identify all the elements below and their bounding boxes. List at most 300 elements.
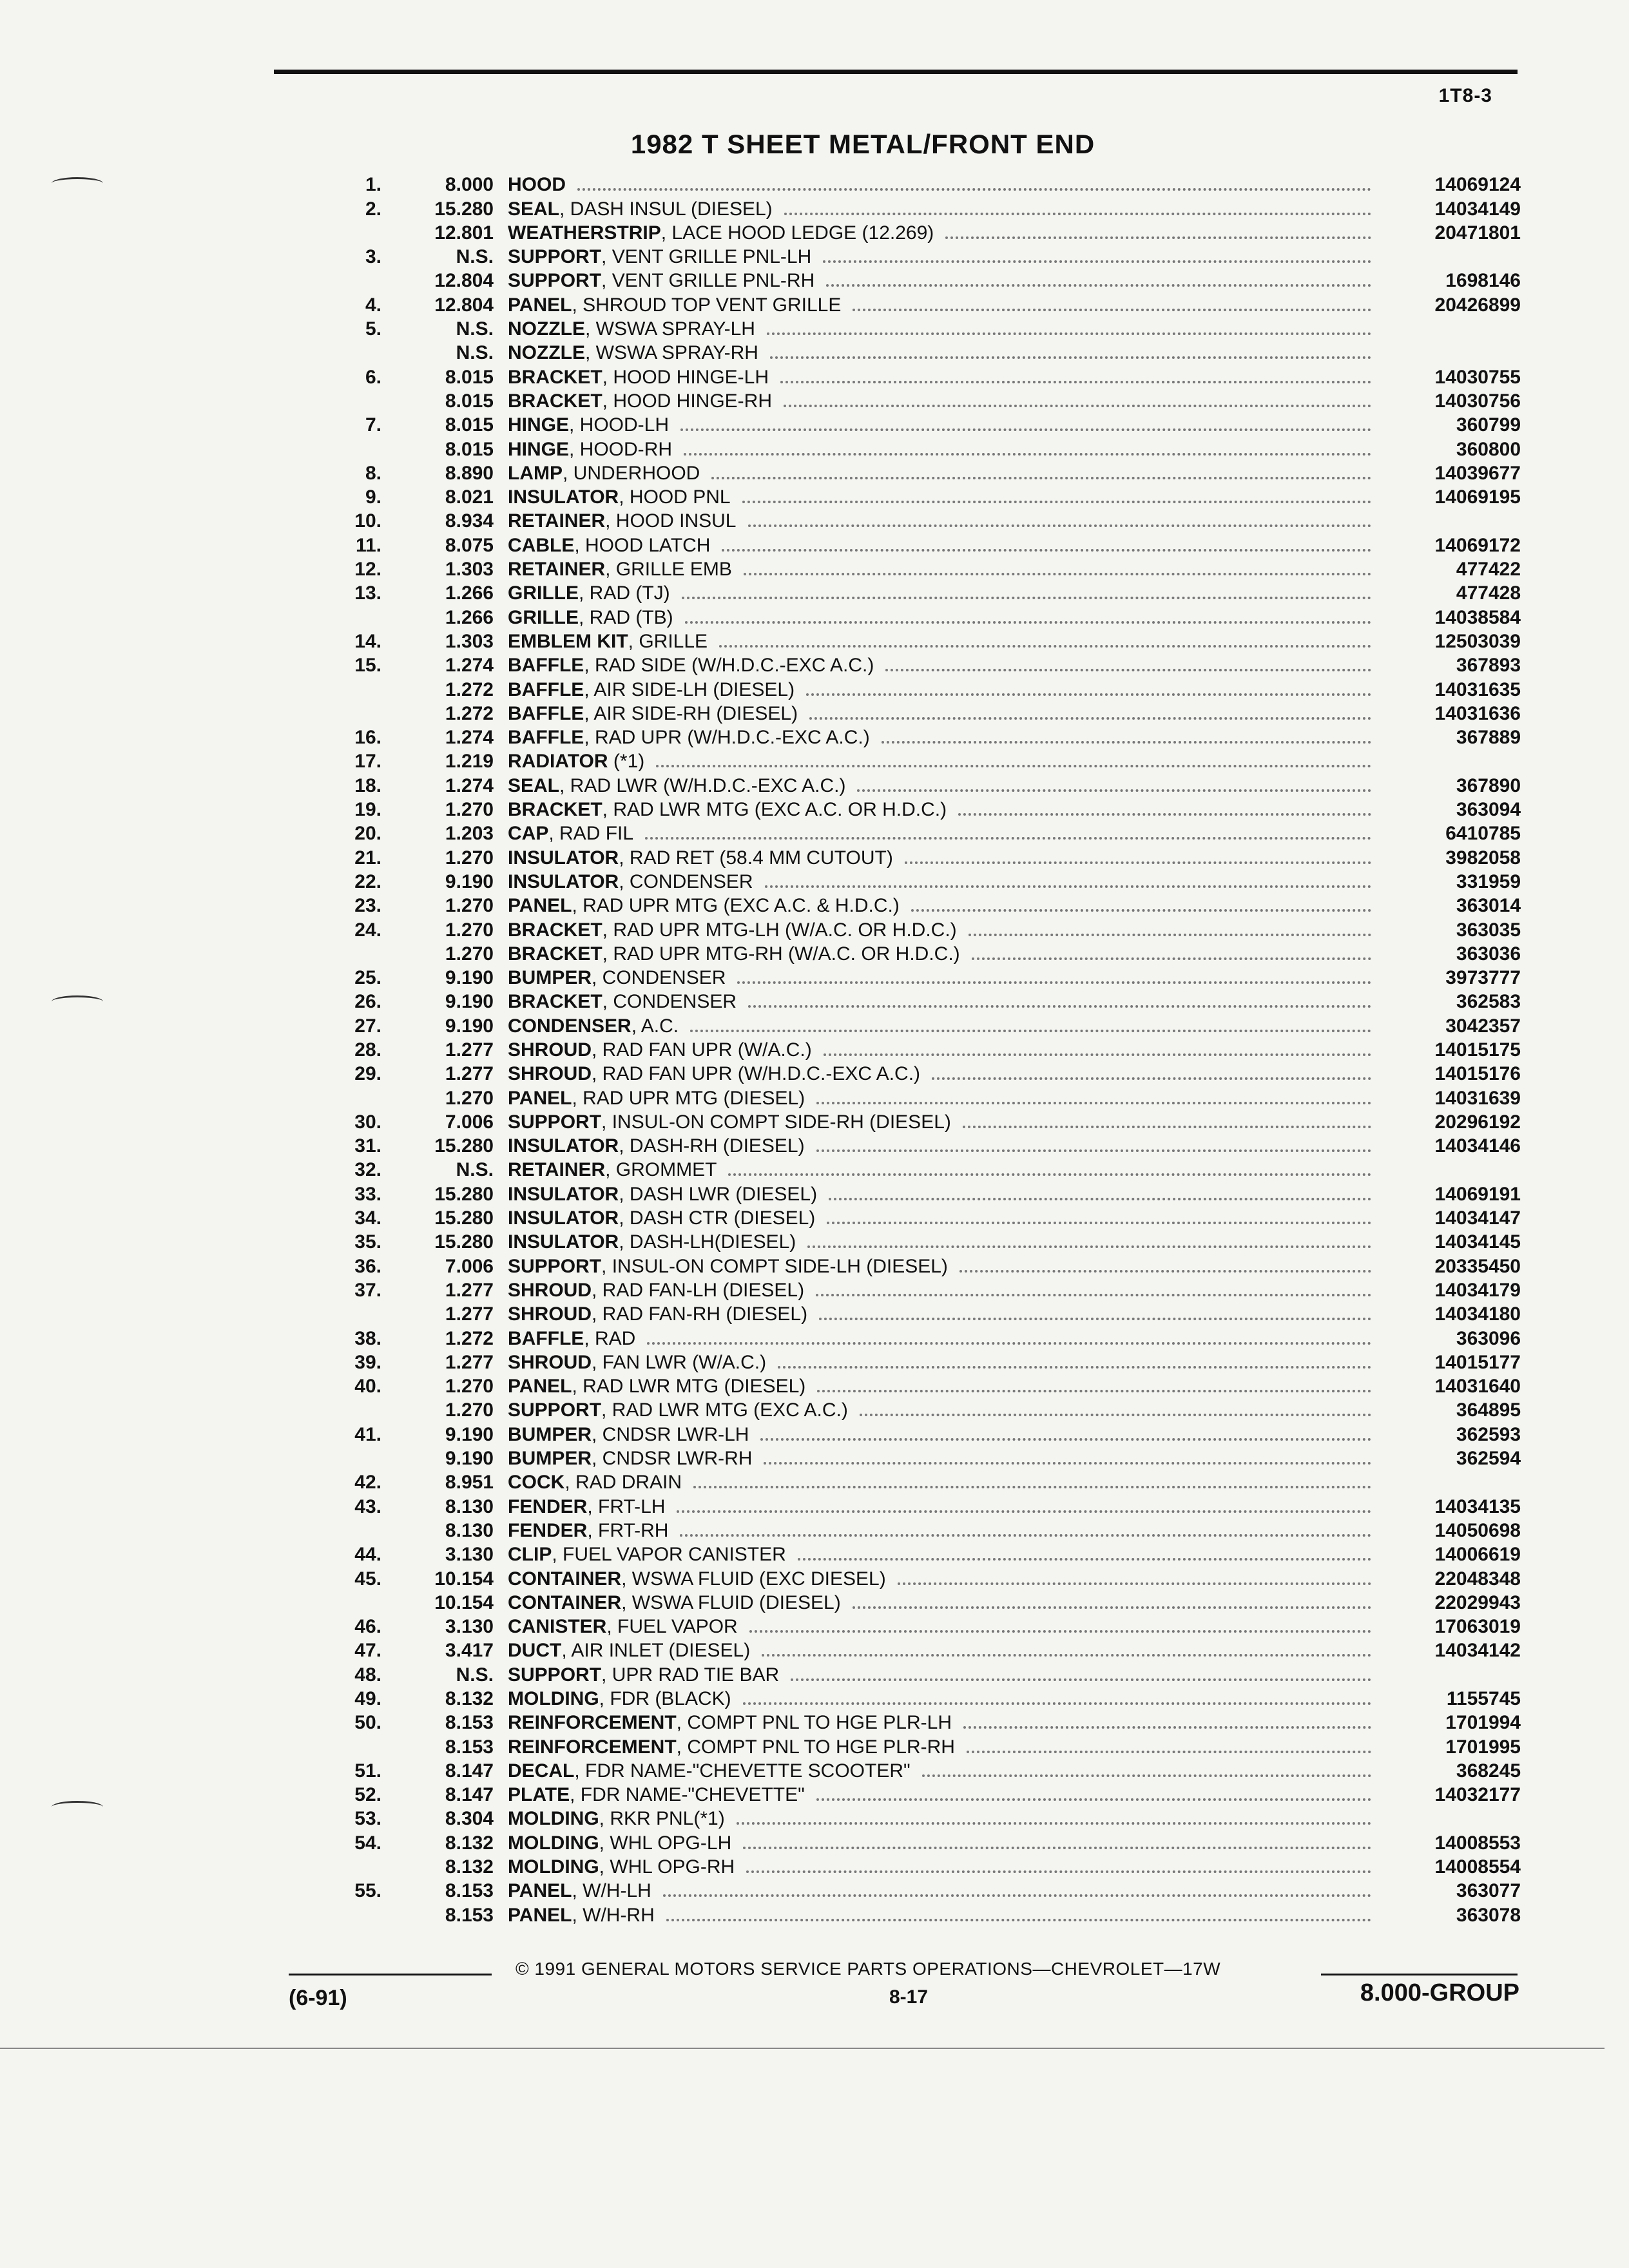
page-title: 1982 T SHEET METAL/FRONT END <box>630 129 1095 159</box>
part-detail: , AIR INLET (DIESEL) <box>561 1640 751 1662</box>
item-number: 6. <box>365 366 381 388</box>
item-number: 41. <box>354 1423 381 1445</box>
part-row <box>342 628 1521 651</box>
leader-dots <box>780 381 1371 383</box>
leader-dots <box>882 741 1371 744</box>
part-row <box>342 1564 1521 1588</box>
part-name: CONDENSER <box>508 1015 631 1037</box>
group-number: 15.280 <box>434 198 494 220</box>
part-number: 1701994 <box>1445 1712 1521 1734</box>
item-number: 42. <box>354 1472 381 1494</box>
part-detail: , RAD UPR MTG (DIESEL) <box>572 1087 805 1109</box>
part-detail: , VENT GRILLE PNL-RH <box>601 270 815 292</box>
part-name: SHROUD <box>508 1351 592 1373</box>
part-row <box>342 1300 1521 1324</box>
part-description <box>494 175 566 195</box>
part-description <box>494 1137 805 1156</box>
part-detail: , COMPT PNL TO HGE PLR-RH <box>676 1736 955 1758</box>
part-description <box>494 1041 812 1060</box>
leader-dots <box>817 1390 1371 1392</box>
part-number: 1155745 <box>1446 1688 1521 1709</box>
group-number: 9.190 <box>445 967 494 989</box>
part-description <box>494 1305 807 1324</box>
part-number: 14031640 <box>1434 1376 1521 1398</box>
leader-dots <box>829 1198 1371 1200</box>
part-number: 14069172 <box>1434 534 1521 556</box>
part-detail: , RAD FAN UPR (W/H.D.C.-EXC A.C.) <box>592 1063 921 1085</box>
part-name: CONTAINER <box>508 1568 622 1590</box>
leader-dots <box>748 524 1372 527</box>
leader-dots <box>969 934 1371 936</box>
item-number: 13. <box>354 582 381 604</box>
part-name: BAFFLE <box>508 1327 584 1349</box>
part-row <box>342 964 1521 988</box>
leader-dots <box>737 981 1371 984</box>
part-description <box>494 320 755 339</box>
part-row <box>342 1204 1521 1228</box>
part-detail: , CONDENSER <box>619 870 753 892</box>
part-row <box>342 243 1521 267</box>
part-row <box>342 459 1521 483</box>
part-row <box>342 1517 1521 1541</box>
leader-dots <box>806 693 1371 696</box>
part-row <box>342 1132 1521 1156</box>
part-row <box>342 1853 1521 1877</box>
leader-dots <box>677 1510 1371 1513</box>
part-row <box>342 1252 1521 1276</box>
part-number: 362593 <box>1456 1423 1521 1445</box>
group-number: 1.277 <box>445 1039 494 1061</box>
part-detail: , CONDENSER <box>602 991 737 1013</box>
part-description <box>494 1377 805 1396</box>
part-row <box>342 1901 1521 1925</box>
part-row <box>342 843 1521 867</box>
group-number: 1.270 <box>445 1376 494 1398</box>
leader-dots <box>744 573 1371 575</box>
part-name: BRACKET <box>508 991 602 1013</box>
part-description <box>494 1113 951 1132</box>
part-name: DECAL <box>508 1760 575 1782</box>
part-name: INSULATOR <box>508 1231 619 1253</box>
part-description <box>494 416 669 435</box>
group-label: 8.000-GROUP <box>1360 1979 1519 2006</box>
item-number: 52. <box>354 1784 381 1806</box>
group-number: 8.130 <box>445 1519 494 1541</box>
leader-dots <box>711 477 1371 479</box>
leader-dots <box>742 501 1371 503</box>
group-number: 8.153 <box>445 1880 494 1902</box>
item-number: 24. <box>354 919 381 941</box>
part-number: 22048348 <box>1434 1568 1521 1590</box>
part-number: 477428 <box>1456 582 1521 604</box>
part-description <box>494 1089 805 1108</box>
group-number: 9.190 <box>445 1423 494 1445</box>
part-name: RETAINER <box>508 510 606 532</box>
item-number: 53. <box>354 1808 381 1830</box>
part-description <box>494 560 732 579</box>
part-detail: , FDR NAME-"CHEVETTE SCOOTER" <box>574 1760 911 1782</box>
part-row <box>342 1757 1521 1781</box>
part-description <box>494 200 773 219</box>
leader-dots <box>816 1102 1371 1104</box>
part-detail: , RAD (TJ) <box>579 582 670 604</box>
footer-rule <box>289 1974 492 1975</box>
leader-dots <box>748 1005 1371 1008</box>
part-row <box>342 1541 1521 1564</box>
part-description <box>494 1017 679 1036</box>
part-row <box>342 555 1521 579</box>
part-row <box>342 435 1521 459</box>
part-detail: , WSWA SPRAY-LH <box>585 318 755 340</box>
part-name: INSULATOR <box>508 847 619 869</box>
group-number: 1.277 <box>445 1279 494 1301</box>
leader-dots <box>737 1822 1371 1825</box>
part-row <box>342 483 1521 507</box>
item-number: 10. <box>354 510 381 532</box>
leader-dots <box>885 669 1371 671</box>
part-description <box>494 1425 749 1445</box>
item-number: 23. <box>354 895 381 917</box>
part-number: 14015176 <box>1434 1063 1521 1085</box>
part-name: GRILLE <box>508 582 579 604</box>
part-description <box>494 921 957 940</box>
leader-dots <box>784 405 1371 407</box>
part-name: PANEL <box>508 294 572 316</box>
part-number: 6410785 <box>1445 823 1521 845</box>
leader-dots <box>963 1726 1371 1729</box>
leader-dots <box>685 621 1371 624</box>
part-number: 364895 <box>1456 1399 1521 1421</box>
part-detail: , RAD RET (58.4 MM CUTOUT) <box>619 847 893 869</box>
part-name: REINFORCEMENT <box>508 1736 677 1758</box>
part-name: BRACKET <box>508 366 602 388</box>
part-detail: , RAD UPR MTG-RH (W/A.C. OR H.D.C.) <box>602 943 960 965</box>
part-description <box>494 224 934 243</box>
part-name: CABLE <box>508 534 575 556</box>
part-row <box>342 267 1521 291</box>
part-description <box>494 1834 731 1853</box>
part-detail: , RAD SIDE (W/H.D.C.-EXC A.C.) <box>584 655 874 677</box>
part-detail: , WHL OPG-RH <box>599 1856 735 1878</box>
leader-dots <box>680 1534 1371 1537</box>
leader-dots <box>743 1702 1371 1705</box>
leader-dots <box>853 1606 1371 1609</box>
part-row <box>342 195 1521 218</box>
part-detail: , CONDENSER <box>592 967 726 989</box>
item-number: 4. <box>365 294 381 316</box>
part-number: 14034135 <box>1434 1495 1521 1517</box>
item-number: 5. <box>365 318 381 340</box>
part-description <box>494 247 811 267</box>
part-row <box>342 1349 1521 1372</box>
group-number: 1.266 <box>445 582 494 604</box>
group-number: 8.015 <box>445 366 494 388</box>
part-row <box>342 796 1521 820</box>
group-number: 8.015 <box>445 390 494 412</box>
leader-dots <box>819 1318 1371 1320</box>
part-detail: , HOOD HINGE-LH <box>602 366 769 388</box>
part-detail: , A.C. <box>631 1015 679 1037</box>
part-row <box>342 531 1521 555</box>
part-name: RETAINER <box>508 1159 606 1181</box>
part-name: PANEL <box>508 1376 572 1398</box>
part-row <box>342 339 1521 363</box>
part-description <box>494 1521 668 1541</box>
leader-dots <box>853 309 1371 311</box>
group-number: 8.153 <box>445 1712 494 1734</box>
item-number: 16. <box>354 727 381 749</box>
leader-dots <box>666 1919 1371 1921</box>
part-detail: , UPR RAD TIE BAR <box>601 1664 780 1686</box>
part-detail: , W/H-LH <box>572 1880 651 1902</box>
group-number: 1.270 <box>445 1087 494 1109</box>
part-row <box>342 1709 1521 1733</box>
part-name: BAFFLE <box>508 655 584 677</box>
part-name: SHROUD <box>508 1303 592 1325</box>
part-number: 363096 <box>1456 1327 1521 1349</box>
part-description <box>494 1185 817 1204</box>
part-detail: , DASH-RH (DIESEL) <box>619 1135 805 1157</box>
part-description <box>494 296 841 315</box>
part-number: 14030755 <box>1434 366 1521 388</box>
part-name: BRACKET <box>508 390 602 412</box>
part-name: SHROUD <box>508 1279 592 1301</box>
leader-dots <box>824 1053 1371 1056</box>
part-description <box>494 1617 738 1637</box>
part-name: SUPPORT <box>508 1111 602 1133</box>
group-number: 3.417 <box>445 1640 494 1662</box>
bottom-rule <box>0 2048 1605 2049</box>
part-row <box>342 1492 1521 1516</box>
part-row <box>342 1733 1521 1756</box>
part-row <box>342 1180 1521 1204</box>
part-detail: , AIR SIDE-RH (DIESEL) <box>584 702 798 724</box>
part-name: EMBLEM KIT <box>508 630 628 652</box>
part-description <box>494 1473 682 1492</box>
part-number: 3982058 <box>1445 847 1521 869</box>
part-detail: , HOOD-RH <box>569 438 673 460</box>
part-row <box>342 724 1521 747</box>
part-description <box>494 271 815 291</box>
binder-hole-mark <box>52 177 103 189</box>
leader-dots <box>765 885 1371 888</box>
part-detail: , FUEL VAPOR CANISTER <box>552 1544 786 1566</box>
group-number: 8.132 <box>445 1832 494 1854</box>
group-number: 10.154 <box>434 1591 494 1613</box>
part-name: NOZZLE <box>508 318 585 340</box>
leader-dots <box>767 332 1371 335</box>
part-detail: , LACE HOOD LEDGE (12.269) <box>660 222 934 244</box>
part-row <box>342 291 1521 314</box>
part-name: BAFFLE <box>508 678 584 700</box>
item-number: 35. <box>354 1231 381 1253</box>
part-row <box>342 1396 1521 1420</box>
part-detail: , RAD LWR MTG (DIESEL) <box>572 1376 806 1398</box>
part-name: COCK <box>508 1472 565 1494</box>
binder-hole-mark <box>52 995 103 1008</box>
page-code: 1T8-3 <box>1438 85 1492 106</box>
leader-dots <box>577 188 1371 191</box>
group-number: 9.190 <box>445 870 494 892</box>
part-row <box>342 675 1521 699</box>
group-number: 8.147 <box>445 1760 494 1782</box>
part-description <box>494 1785 805 1805</box>
part-number: 331959 <box>1456 870 1521 892</box>
part-row <box>342 1685 1521 1709</box>
part-number: 14034149 <box>1434 198 1521 220</box>
part-detail: , DASH CTR (DIESEL) <box>619 1207 816 1229</box>
part-detail: , RAD LWR (W/H.D.C.-EXC A.C.) <box>559 774 846 796</box>
part-name: BRACKET <box>508 799 602 821</box>
leader-dots <box>807 1245 1371 1248</box>
part-detail: , RAD UPR MTG (EXC A.C. & H.D.C.) <box>572 895 900 917</box>
part-name: INSULATOR <box>508 1183 619 1205</box>
group-number: 1.272 <box>445 678 494 700</box>
group-number: 3.130 <box>445 1544 494 1566</box>
group-number: 1.272 <box>445 702 494 724</box>
part-number: 20471801 <box>1434 222 1521 244</box>
group-number: 9.190 <box>445 1448 494 1470</box>
item-number: 44. <box>354 1544 381 1566</box>
part-number: 14069195 <box>1434 486 1521 508</box>
item-number: 2. <box>365 198 381 220</box>
item-number: 20. <box>354 823 381 845</box>
part-number: 14015177 <box>1434 1351 1521 1373</box>
part-description <box>494 488 731 507</box>
part-name: HINGE <box>508 438 570 460</box>
group-number: 12.801 <box>434 222 494 244</box>
part-row <box>342 868 1521 892</box>
item-number: 36. <box>354 1255 381 1277</box>
part-row <box>342 1108 1521 1132</box>
item-number: 19. <box>354 799 381 821</box>
item-number: 7. <box>365 414 381 436</box>
part-number: 20335450 <box>1434 1255 1521 1277</box>
part-row <box>342 315 1521 339</box>
part-number: 362583 <box>1456 991 1521 1013</box>
part-number: 20296192 <box>1434 1111 1521 1133</box>
part-row <box>342 771 1521 795</box>
group-number: 1.270 <box>445 1399 494 1421</box>
leader-dots <box>827 1222 1371 1224</box>
part-name: SUPPORT <box>508 246 602 268</box>
part-row <box>342 603 1521 627</box>
leader-dots <box>778 1366 1371 1369</box>
part-row <box>342 700 1521 724</box>
part-name: BRACKET <box>508 919 602 941</box>
part-row <box>342 219 1521 243</box>
part-detail: , GRILLE EMB <box>605 559 732 581</box>
item-number: 45. <box>354 1568 381 1590</box>
part-description <box>494 1209 815 1228</box>
group-number: N.S. <box>456 246 494 268</box>
part-row <box>342 171 1521 195</box>
item-number: 9. <box>365 486 381 508</box>
part-number: 20426899 <box>1434 294 1521 316</box>
part-number: 14034147 <box>1434 1207 1521 1229</box>
part-description <box>494 1858 735 1877</box>
group-number: 12.804 <box>434 270 494 292</box>
part-detail: , FAN LWR (W/A.C.) <box>592 1351 767 1373</box>
part-detail: , RAD FAN-RH (DIESEL) <box>592 1303 808 1325</box>
part-detail: , GROMMET <box>605 1159 717 1181</box>
leader-dots <box>816 1798 1371 1801</box>
item-number: 11. <box>355 534 381 556</box>
part-number: 14008553 <box>1434 1832 1521 1854</box>
leader-dots <box>663 1894 1371 1897</box>
part-number: 363014 <box>1456 895 1521 917</box>
item-number: 3. <box>365 246 381 268</box>
group-number: 12.804 <box>434 294 494 316</box>
group-number: 8.147 <box>445 1784 494 1806</box>
item-number: 51. <box>354 1760 381 1782</box>
part-number: 3973777 <box>1445 967 1521 989</box>
parts-list <box>342 171 1521 1925</box>
part-detail: , RAD LWR MTG (EXC A.C. OR H.D.C.) <box>602 799 947 821</box>
part-number: 367889 <box>1456 727 1521 749</box>
part-detail: , UNDERHOOD <box>563 462 700 484</box>
part-number: 14038584 <box>1434 606 1521 628</box>
item-number: 14. <box>354 630 381 652</box>
part-row <box>342 747 1521 771</box>
part-detail: , DASH-LH(DIESEL) <box>619 1231 796 1253</box>
part-name: CLIP <box>508 1544 552 1566</box>
group-number: 8.130 <box>445 1495 494 1517</box>
leader-dots <box>684 453 1371 456</box>
part-detail: , WSWA SPRAY-RH <box>585 342 758 364</box>
part-name: SHROUD <box>508 1039 592 1061</box>
part-description <box>494 680 795 700</box>
leader-dots <box>784 213 1371 215</box>
part-name: PLATE <box>508 1784 570 1806</box>
part-number: 363094 <box>1456 799 1521 821</box>
leader-dots <box>958 813 1371 816</box>
part-number: 14031636 <box>1434 702 1521 724</box>
part-detail: , HOOD HINGE-RH <box>602 390 773 412</box>
part-description <box>494 776 845 796</box>
part-description <box>494 392 772 411</box>
part-description <box>494 728 870 747</box>
part-description <box>494 656 874 675</box>
group-number: 8.132 <box>445 1856 494 1878</box>
part-description <box>494 1881 651 1901</box>
part-row <box>342 507 1521 531</box>
part-description <box>494 1233 796 1252</box>
part-number: 3042357 <box>1445 1015 1521 1037</box>
part-row <box>342 1589 1521 1613</box>
leader-dots <box>791 1678 1371 1681</box>
part-detail: , FUEL VAPOR <box>606 1616 738 1638</box>
item-number: 31. <box>354 1135 381 1157</box>
footer-rule <box>1321 1974 1518 1975</box>
part-name: BRACKET <box>508 943 602 965</box>
item-number: 33. <box>354 1183 381 1205</box>
part-number: 14034146 <box>1434 1135 1521 1157</box>
item-number: 21. <box>354 847 381 869</box>
leader-dots <box>749 1630 1371 1633</box>
leader-dots <box>680 428 1371 431</box>
part-detail: (*1) <box>608 751 645 773</box>
part-description <box>494 440 672 459</box>
part-name: SEAL <box>508 198 560 220</box>
group-number: 1.277 <box>445 1351 494 1373</box>
part-description <box>494 872 753 892</box>
part-row <box>342 1660 1521 1684</box>
leader-dots <box>972 957 1371 960</box>
group-number: 9.190 <box>445 991 494 1013</box>
part-number: 14034179 <box>1434 1279 1521 1301</box>
part-detail: , RAD FAN-LH (DIESEL) <box>592 1279 805 1301</box>
